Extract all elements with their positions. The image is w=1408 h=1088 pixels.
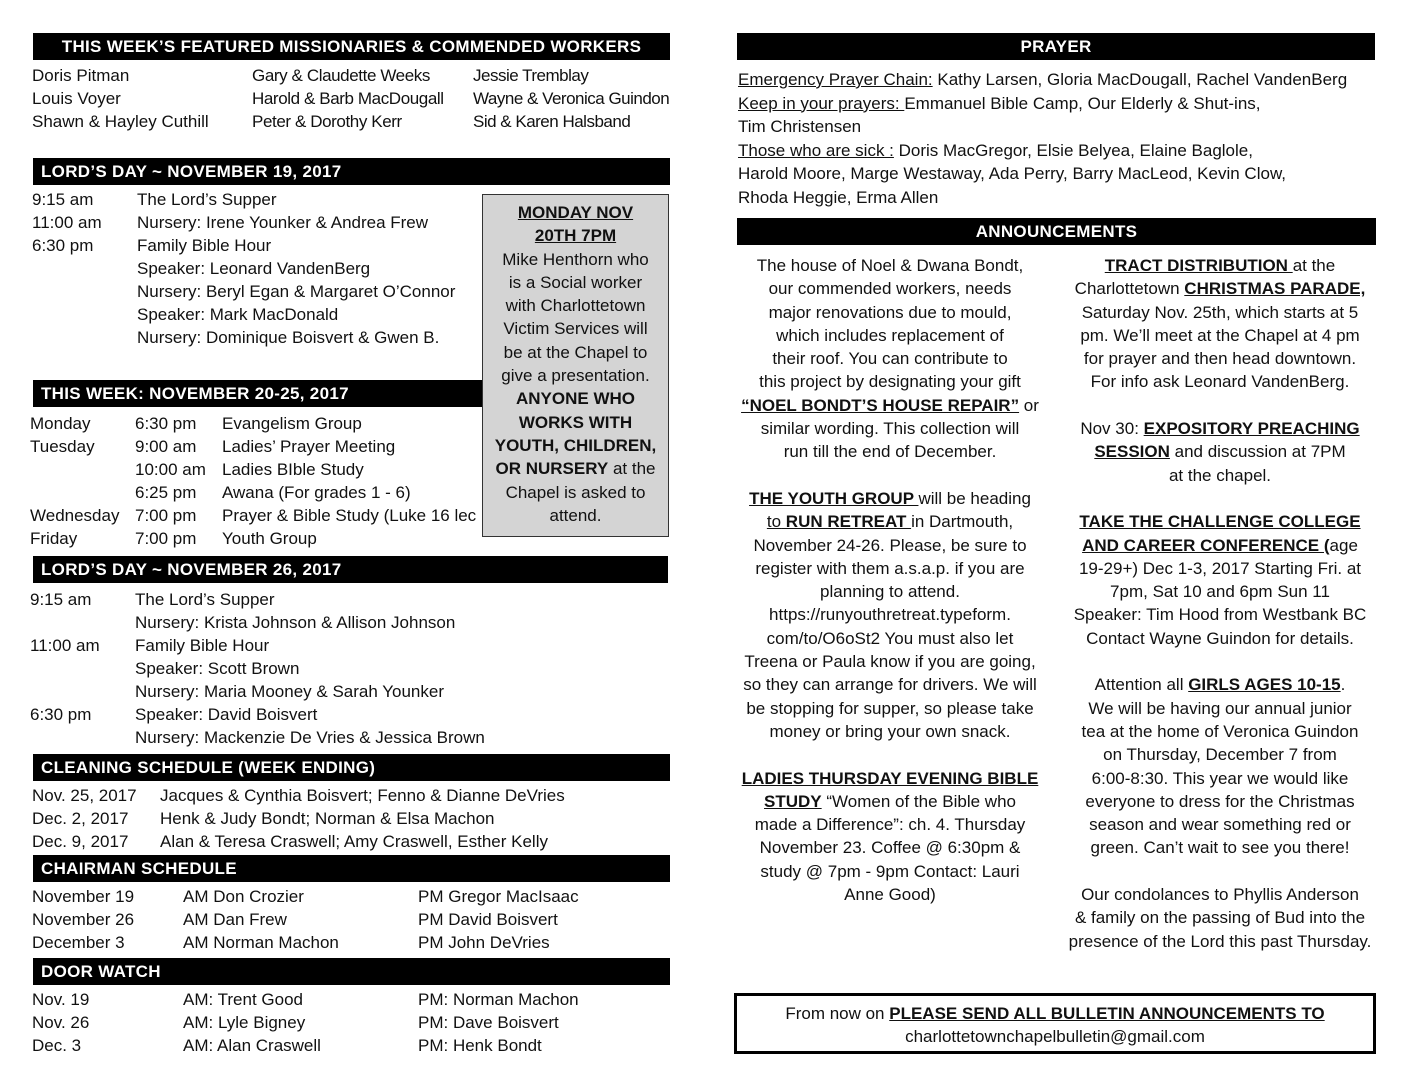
time-label: 11:00 am xyxy=(30,636,100,655)
announcement-text: . xyxy=(1340,675,1346,695)
time-label: 6:30 pm xyxy=(135,414,197,433)
time-label: 6:25 pm xyxy=(135,483,197,502)
list-item: AM Dan Frew xyxy=(183,910,287,929)
announcement-highlight: LADIES THURSDAY EVENING BIBLE xyxy=(741,768,1039,788)
list-item: Wayne & Veronica Guindon xyxy=(473,89,670,108)
time-label xyxy=(30,611,100,634)
time-label: 10:00 am xyxy=(135,460,206,479)
time-label: 9:15 am xyxy=(30,590,92,609)
announcement-text: For info ask Leonard VandenBerg. xyxy=(1090,372,1350,392)
lords-day-2-heading: LORD’S DAY ~ NOVEMBER 26, 2017 xyxy=(33,556,668,583)
sick-text: Rhoda Heggie, Erma Allen xyxy=(738,187,939,207)
this-week-events xyxy=(222,412,482,550)
day-label xyxy=(30,481,119,504)
announcement-highlight: TAKE THE CHALLENGE COLLEGE xyxy=(1079,512,1361,532)
prayer-heading: PRAYER xyxy=(737,33,1375,60)
lords-day-2-times xyxy=(30,588,100,726)
announcement-highlight: RUN RETREAT xyxy=(781,512,912,532)
announcement-text: for prayer and then head downtown. xyxy=(1083,349,1357,369)
this-week-days xyxy=(30,412,119,550)
day-label xyxy=(30,458,119,481)
list-item: PM David Boisvert xyxy=(418,910,558,929)
date-label: November 19 xyxy=(32,887,135,906)
list-item: Prayer & Bible Study (Luke 16 lec xyxy=(222,506,477,525)
keep-text: Emmanuel Bible Camp, Our Elderly & Shut-ins, xyxy=(904,93,1261,113)
keep-label: Keep in your prayers: xyxy=(738,93,905,113)
list-item: Family Bible Hour xyxy=(135,636,270,655)
announcement-text: Treena or Paula know if you are going, xyxy=(744,652,1036,672)
list-item: Louis Voyer xyxy=(32,89,121,108)
time-label: 7:00 pm xyxy=(135,529,197,548)
announcement-text: We will be having our annual junior xyxy=(1088,698,1352,718)
callout-text: give a presentation. xyxy=(501,366,650,386)
list-item: AM: Alan Craswell xyxy=(183,1036,321,1055)
callout-text: at the xyxy=(608,459,656,479)
callout-text: is a Social worker xyxy=(508,272,643,292)
lords-day-2-items xyxy=(135,588,485,749)
announcement-text: November 23. Coffee @ 6:30pm & xyxy=(759,838,1021,858)
list-item: Evangelism Group xyxy=(222,414,362,433)
time-label: 9:00 am xyxy=(135,437,197,456)
list-item: Nursery: Mackenzie De Vries & Jessica Brown xyxy=(135,728,485,747)
day-label: Wednesday xyxy=(30,506,120,525)
time-label xyxy=(30,680,100,703)
list-item: Ladies BIble Study xyxy=(222,460,364,479)
list-item: Sid & Karen Halsband xyxy=(473,112,631,131)
announcement-highlight: STUDY xyxy=(764,791,822,811)
callout-text: YOUTH, CHILDREN, xyxy=(494,435,657,455)
announcement-text: so they can arrange for drivers. We will xyxy=(743,675,1037,695)
list-item: PM: Henk Bondt xyxy=(418,1036,542,1055)
announcement-text: will be heading xyxy=(918,488,1031,508)
list-item: AM: Lyle Bigney xyxy=(183,1013,306,1032)
chairman-pm xyxy=(418,885,579,954)
announcement-text: age xyxy=(1329,535,1358,555)
list-item: Jacques & Cynthia Boisvert; Fenno & Dianne DeVries xyxy=(160,786,565,805)
footer-highlight: PLEASE SEND ALL BULLETIN ANNOUNCEMENTS TO xyxy=(889,1004,1325,1023)
list-item: Speaker: Mark MacDonald xyxy=(137,305,339,324)
lords-day-1-heading: LORD’S DAY ~ NOVEMBER 19, 2017 xyxy=(33,158,670,185)
announcement-text: made a Difference”: ch. 4. Thursday xyxy=(754,815,1026,835)
announcements-col-left xyxy=(734,254,1046,906)
announcement-text: Anne Good) xyxy=(844,885,936,905)
announcement-text: study @ 7pm - 9pm Contact: Lauri xyxy=(760,861,1020,881)
featured-col3 xyxy=(473,64,669,133)
cleaning-dates xyxy=(32,784,137,853)
announcement-text: Nov 30: xyxy=(1080,419,1144,439)
announcement-text: at the xyxy=(1292,256,1336,275)
announcement-text: this project by designating your gift xyxy=(759,372,1021,392)
list-item: Speaker: Scott Brown xyxy=(135,659,300,678)
date-label: Nov. 19 xyxy=(32,990,90,1009)
date-label: November 26 xyxy=(32,910,135,929)
announcement-text: & family on the passing of Bud into the xyxy=(1074,908,1366,928)
announcement-text: https://runyouthretreat.typeform. xyxy=(769,605,1011,625)
featured-heading: THIS WEEK’S FEATURED MISSIONARIES & COMMENDED WORKERS xyxy=(33,33,670,60)
callout-text: ANYONE WHO xyxy=(516,389,635,409)
list-item: Youth Group xyxy=(222,529,317,548)
announcement-text: Our condolances to Phyllis Anderson xyxy=(1081,885,1359,905)
time-label: 6:30 pm xyxy=(32,236,94,255)
monday-callout xyxy=(482,194,669,537)
day-label: Tuesday xyxy=(30,437,95,456)
announcement-text: Contact Wayne Guindon for details. xyxy=(1086,628,1354,648)
announcement-text: to xyxy=(766,512,782,532)
announcement-text: our commended workers, needs xyxy=(768,279,1012,299)
announcement-text: money or bring your own snack. xyxy=(769,721,1011,741)
list-item: AM Norman Machon xyxy=(183,933,339,952)
emergency-label: Emergency Prayer Chain: xyxy=(738,70,933,89)
announcement-text: “Women of the Bible who xyxy=(821,791,1016,811)
announcement-highlight: “NOEL BONDT’S HOUSE REPAIR” xyxy=(741,395,1020,415)
callout-text: with Charlottetown xyxy=(505,296,646,316)
announcement-text: Charlottetown xyxy=(1074,279,1185,299)
date-label: Dec. 9, 2017 xyxy=(32,832,129,851)
list-item: PM John DeVries xyxy=(418,933,550,952)
announcement-text: run till the end of December. xyxy=(783,442,997,462)
list-item: AM: Trent Good xyxy=(183,990,303,1009)
announcement-text: season and wear something red or xyxy=(1089,815,1351,835)
date-label: Dec. 3 xyxy=(32,1036,82,1055)
callout-text: Victim Services will xyxy=(503,319,648,339)
announcement-text: their roof. You can contribute to xyxy=(772,349,1008,369)
door-watch-dates xyxy=(32,988,89,1057)
announcement-text: Speaker: Tim Hood from Westbank BC xyxy=(1073,605,1367,625)
announcement-text: in Dartmouth, xyxy=(911,512,1014,532)
cleaning-heading: CLEANING SCHEDULE (WEEK ENDING) xyxy=(33,754,670,781)
time-label xyxy=(30,657,100,680)
this-week-times xyxy=(135,412,206,550)
announcements-col-right xyxy=(1062,254,1378,953)
this-week-heading: THIS WEEK: NOVEMBER 20-25, 2017 xyxy=(33,380,482,407)
announcement-text: November 24-26. Please, be sure to xyxy=(753,535,1027,555)
list-item: Nursery: Maria Mooney & Sarah Younker xyxy=(135,682,444,701)
list-item: Nursery: Krista Johnson & Allison Johnson xyxy=(135,613,456,632)
sick-text: Doris MacGregor, Elsie Belyea, Elaine Baglole, xyxy=(893,140,1253,160)
announcement-text: everyone to dress for the Christmas xyxy=(1085,791,1355,811)
announcement-highlight: CHRISTMAS PARADE, xyxy=(1184,279,1366,299)
list-item: Nursery: Beryl Egan & Margaret O’Connor xyxy=(137,282,456,301)
list-item: Shawn & Hayley Cuthill xyxy=(32,112,209,131)
lords-day-1-times xyxy=(32,188,102,257)
announcement-text: The house of Noel & Dwana Bondt, xyxy=(756,256,1024,275)
cleaning-names xyxy=(160,784,565,853)
list-item: Harold & Barb MacDougall xyxy=(252,89,444,108)
announcement-text: pm. We’ll meet at the Chapel at 4 pm xyxy=(1080,325,1360,345)
callout-text: attend. xyxy=(549,505,602,525)
announcement-highlight: GIRLS AGES 10-15 xyxy=(1188,675,1341,695)
announcement-text: com/to/O6oSt2 You must also let xyxy=(766,628,1014,648)
list-item: Jessie Tremblay xyxy=(473,66,589,85)
list-item: AM Don Crozier xyxy=(183,887,304,906)
announcement-text: green. Can’t wait to see you there! xyxy=(1090,838,1350,858)
list-item: The Lord’s Supper xyxy=(135,590,275,609)
time-label: 6:30 pm xyxy=(30,705,92,724)
time-label: 7:00 pm xyxy=(135,506,197,525)
list-item: Nursery: Irene Younker & Andrea Frew xyxy=(137,213,429,232)
door-watch-am xyxy=(183,988,321,1057)
time-label: 9:15 am xyxy=(32,190,94,209)
bulletin-email-link[interactable]: charlottetownchapelbulletin@gmail.com xyxy=(905,1027,1205,1046)
announcement-text: planning to attend. xyxy=(820,582,960,602)
date-label: Nov. 26 xyxy=(32,1013,90,1032)
list-item: Alan & Teresa Craswell; Amy Craswell, Esther Kelly xyxy=(160,832,548,851)
door-watch-pm xyxy=(418,988,579,1057)
announcement-highlight: TRACT DISTRIBUTION xyxy=(1104,256,1293,275)
announcement-highlight: EXPOSITORY PREACHING xyxy=(1143,419,1360,439)
list-item: Speaker: David Boisvert xyxy=(135,705,318,724)
announcement-text: similar wording. This collection will xyxy=(760,419,1020,439)
callout-text: Chapel is asked to xyxy=(505,482,646,502)
announcement-text: major renovations due to mould, xyxy=(768,302,1012,322)
callout-text: Mike Henthorn who xyxy=(502,249,649,269)
announcement-text: Attention all xyxy=(1094,675,1189,695)
callout-text: OR NURSERY xyxy=(495,459,609,479)
announcement-text: which includes replacement of xyxy=(776,325,1004,345)
announcement-text: or xyxy=(1019,395,1039,415)
announcement-highlight: AND CAREER CONFERENCE ( xyxy=(1082,535,1330,555)
footer-text: From now on xyxy=(785,1004,890,1023)
announcement-text: on Thursday, December 7 from xyxy=(1103,745,1337,765)
announcement-text: Saturday Nov. 25th, which starts at 5 xyxy=(1081,302,1359,322)
day-label: Monday xyxy=(30,414,91,433)
day-label: Friday xyxy=(30,529,78,548)
date-label: December 3 xyxy=(32,933,125,952)
announcement-highlight: SESSION xyxy=(1094,442,1170,462)
list-item: Henk & Judy Bondt; Norman & Elsa Machon xyxy=(160,809,495,828)
date-label: Dec. 2, 2017 xyxy=(32,809,129,828)
time-label: 11:00 am xyxy=(32,213,102,232)
list-item: Speaker: Leonard VandenBerg xyxy=(137,259,371,278)
announcement-text: register with them a.s.a.p. if you are xyxy=(755,558,1025,578)
chairman-heading: CHAIRMAN SCHEDULE xyxy=(33,855,670,882)
announcement-text: tea at the home of Veronica Guindon xyxy=(1081,721,1359,741)
announcement-text: at the chapel. xyxy=(1168,465,1272,485)
callout-heading: MONDAY NOV xyxy=(517,203,634,222)
list-item: Nursery: Dominique Boisvert & Gwen B. xyxy=(137,328,440,347)
announcement-highlight: THE YOUTH GROUP xyxy=(749,488,919,508)
door-watch-heading: DOOR WATCH xyxy=(33,958,670,985)
callout-text: be at the Chapel to xyxy=(503,342,648,362)
list-item: PM: Norman Machon xyxy=(418,990,579,1009)
announcement-text: and discussion at 7PM xyxy=(1169,442,1346,462)
list-item: Gary & Claudette Weeks xyxy=(252,66,430,85)
prayer-section xyxy=(738,68,1347,209)
announcement-text: 6:00-8:30. This year we would like xyxy=(1091,768,1349,788)
bulletin-footer xyxy=(734,993,1376,1054)
list-item: PM Gregor MacIsaac xyxy=(418,887,579,906)
sick-label: Those who are sick : xyxy=(738,140,894,160)
list-item: The Lord’s Supper xyxy=(137,190,277,209)
announcement-text: 19-29+) Dec 1-3, 2017 Starting Fri. at xyxy=(1078,558,1362,578)
announcement-text: 7pm, Sat 10 and 6pm Sun 11 xyxy=(1110,582,1330,602)
featured-col1 xyxy=(32,64,209,133)
chairman-dates xyxy=(32,885,134,954)
callout-heading: 20TH 7PM xyxy=(534,226,617,246)
list-item: Peter & Dorothy Kerr xyxy=(252,112,402,131)
list-item: Doris Pitman xyxy=(32,66,130,85)
announcement-text: presence of the Lord this past Thursday. xyxy=(1068,931,1372,951)
keep-text: Tim Christensen xyxy=(738,117,862,136)
sick-text: Harold Moore, Marge Westaway, Ada Perry, Barry MacLeod, Kevin Clow, xyxy=(738,164,1287,183)
list-item: Ladies’ Prayer Meeting xyxy=(222,437,396,456)
list-item: Awana (For grades 1 - 6) xyxy=(222,483,411,502)
callout-text: WORKS WITH xyxy=(518,412,633,432)
chairman-am xyxy=(183,885,339,954)
list-item: PM: Dave Boisvert xyxy=(418,1013,559,1032)
list-item: Family Bible Hour xyxy=(137,236,272,255)
lords-day-1-items xyxy=(137,188,455,349)
date-label: Nov. 25, 2017 xyxy=(32,786,137,805)
announcements-heading: ANNOUNCEMENTS xyxy=(737,218,1376,245)
featured-col2 xyxy=(252,64,444,133)
announcement-text: be stopping for supper, so please take xyxy=(746,698,1034,718)
emergency-text: Kathy Larsen, Gloria MacDougall, Rachel VandenBerg xyxy=(932,70,1348,89)
